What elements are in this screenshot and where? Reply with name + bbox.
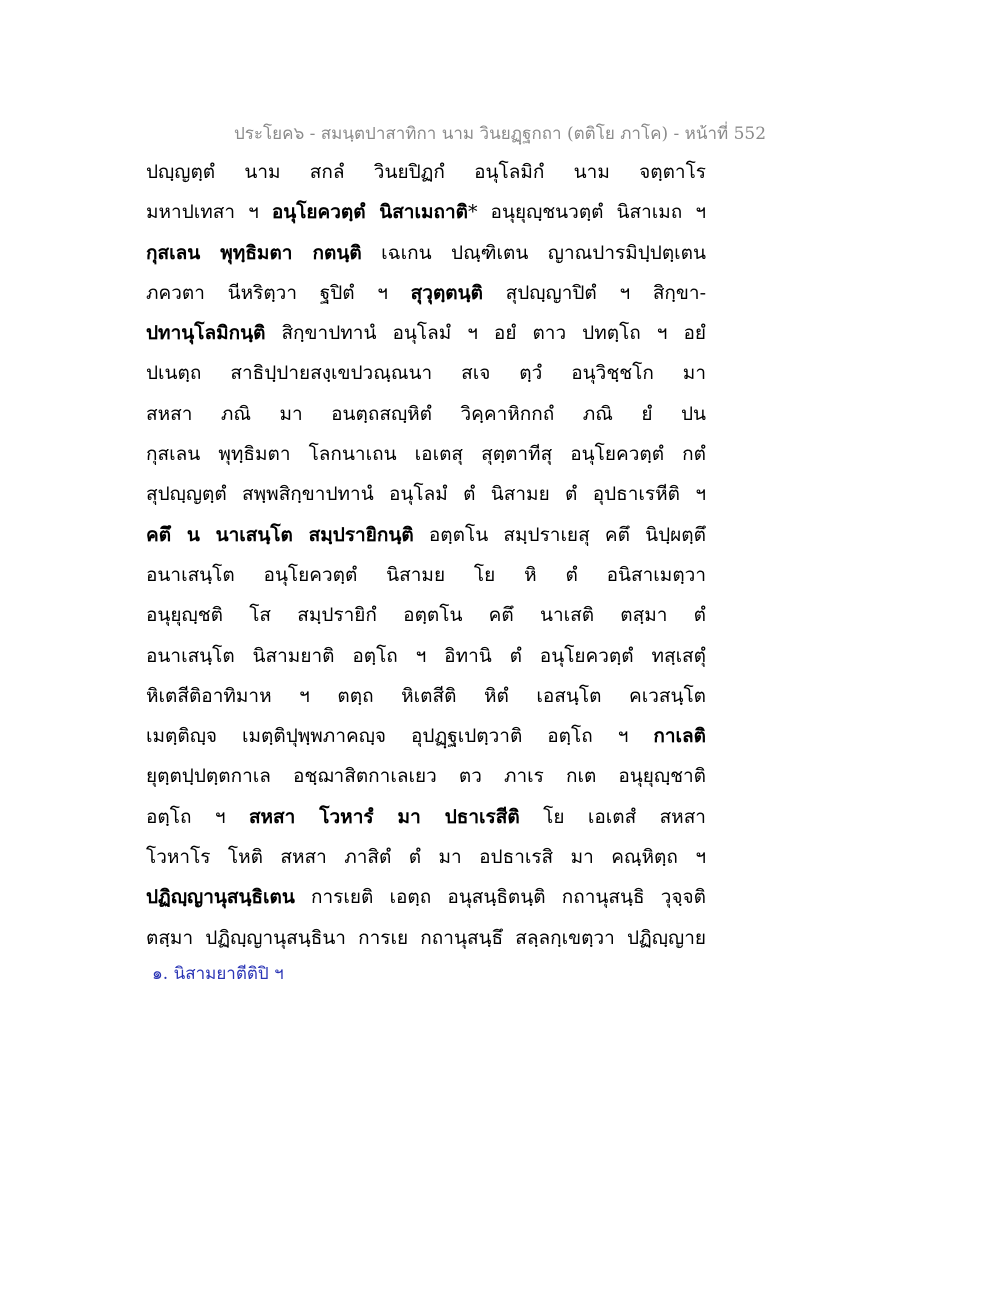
text-line [146,676,706,716]
text-segment: ปญฺญตฺตํ นาม สกลํ วินยปิฏกํ อนุโลมิกํ นาม จตฺตาโร [146,161,706,183]
text-segment: เฉเกน ปณฺฑิเตน ญาณปารมิปฺปตฺเตน [361,241,706,264]
bold-term: สุวุตฺตนฺติ [410,281,483,304]
text-line [146,474,706,514]
text-line [146,233,706,273]
text-segment: โย เอเตสํ สหสา [519,805,706,828]
bold-term: ปทานุโลมิกนฺติ [146,322,266,345]
text-segment: * อนุยุญฺชนวตฺตํ นิสาเมถ ฯ [468,201,706,224]
bold-term: กุสเลน พุทฺธิมตา กตนฺติ [146,241,362,264]
text-line [146,273,706,313]
text-line [146,434,706,474]
text-segment: หิเตสีติอาทิมาห ฯ ตตฺถ หิเตสีติ หิตํ เอสนฺโต คเวสนฺโต [146,684,706,707]
bold-term: คตึ น นาเสนฺโต สมฺปรายิกนฺติ [146,523,414,546]
text-line [146,595,706,635]
text-segment: การเยติ เอตฺถ อนุสนฺธิตนฺติ กถานุสนฺธิ วุจฺจติ [294,886,706,909]
text-line [146,797,706,837]
text-line [146,353,706,393]
bold-term: ปฏิญฺญานุสนฺธิเตน [146,886,295,909]
text-segment: อนาเสนฺโต นิสามยาติ อตฺโถ ฯ อิทานิ ตํ อนุโยควตฺตํ ทสฺเสตุํ [146,644,706,667]
text-line [146,152,706,192]
bold-term: กาเลติ [653,725,706,748]
text-line [146,756,706,796]
bold-term: สหสา โวหารํ มา ปธาเรสีติ [248,805,520,828]
text-line [146,313,706,353]
text-line [146,515,706,555]
text-segment: มหาปเทสา ฯ [146,201,272,224]
text-line [146,636,706,676]
text-segment: อตฺตโน สมฺปราเยสุ คตึ นิปฺผตฺตึ [413,523,706,546]
text-segment: ตสฺมา ปฏิญฺญานุสนฺธินา การเย กถานุสนฺธึ สลฺลกฺเขตฺวา ปฏิญฺญาย [146,926,706,949]
text-segment: อนุยุญฺชติ โส สมฺปรายิกํ อตฺตโน คตึ นาเสติ ตสฺมา ตํ [146,604,706,627]
text-segment: สิกฺขาปทานํ อนุโลมํ ฯ อยํ ตาว ปทตฺโถ ฯ อยํ [265,322,706,345]
text-segment: อตฺโถ ฯ [146,805,249,828]
page-header: ประโยค๖ - สมนฺตปาสาทิกา นาม วินยฏฺฐกถา (ตติโย ภาโค) - หน้าที่ 552 [233,124,767,144]
text-line [146,394,706,434]
text-segment: สุปญฺญตฺตํ สพฺพสิกฺขาปทานํ อนุโลมํ ตํ นิสามย ตํ อุปธาเรหีติ ฯ [146,483,706,506]
text-segment: ภควตา นีหริตฺวา ฐปิตํ ฯ [146,281,411,304]
text-segment: อนาเสนฺโต อนุโยควตฺตํ นิสามย โย หิ ตํ อนิสาเมตฺวา [146,563,706,586]
footnote: ๑. นิสามยาตีติปิ ฯ [152,964,284,984]
text-line [146,555,706,595]
text-line [146,918,706,958]
text-segment: สุปญฺญาปิตํ ฯ สิกฺขา- [482,281,706,304]
text-segment: สหสา ภณิ มา อนตฺถสญฺหิตํ วิคฺคาหิกกถํ ภณิ ยํ ปน [146,402,706,425]
text-segment: ยุตฺตปฺปตฺตกาเล อชฺฌาสิตกาเลเยว ตว ภาเร กเต อนุยุญฺชาติ [146,765,706,788]
text-line [146,837,706,877]
text-line [146,716,706,756]
bold-term: อนุโยควตฺตํ นิสาเมถาติ [271,201,469,224]
text-segment: ปเนตฺถ สาธิปฺปายสงฺเขปวณฺณนา สเจ ตฺวํ อนุวิชฺชโก มา [146,362,706,385]
text-line [146,877,706,917]
body-text [146,152,706,958]
text-segment: เมตฺติญฺจ เมตฺติปุพฺพภาคญฺจ อุปฏฺฐเปตฺวาติ อตฺโถ ฯ [146,725,654,748]
text-segment: กุสเลน พุทฺธิมตา โลกนาเถน เอเตสุ สุตฺตาทีสุ อนุโยควตฺตํ กตํ [146,443,706,466]
text-line [146,192,706,232]
text-segment: โวหาโร โหติ สหสา ภาสิตํ ตํ มา อปธาเรสิ มา คณฺหิตฺถ ฯ [146,846,706,869]
